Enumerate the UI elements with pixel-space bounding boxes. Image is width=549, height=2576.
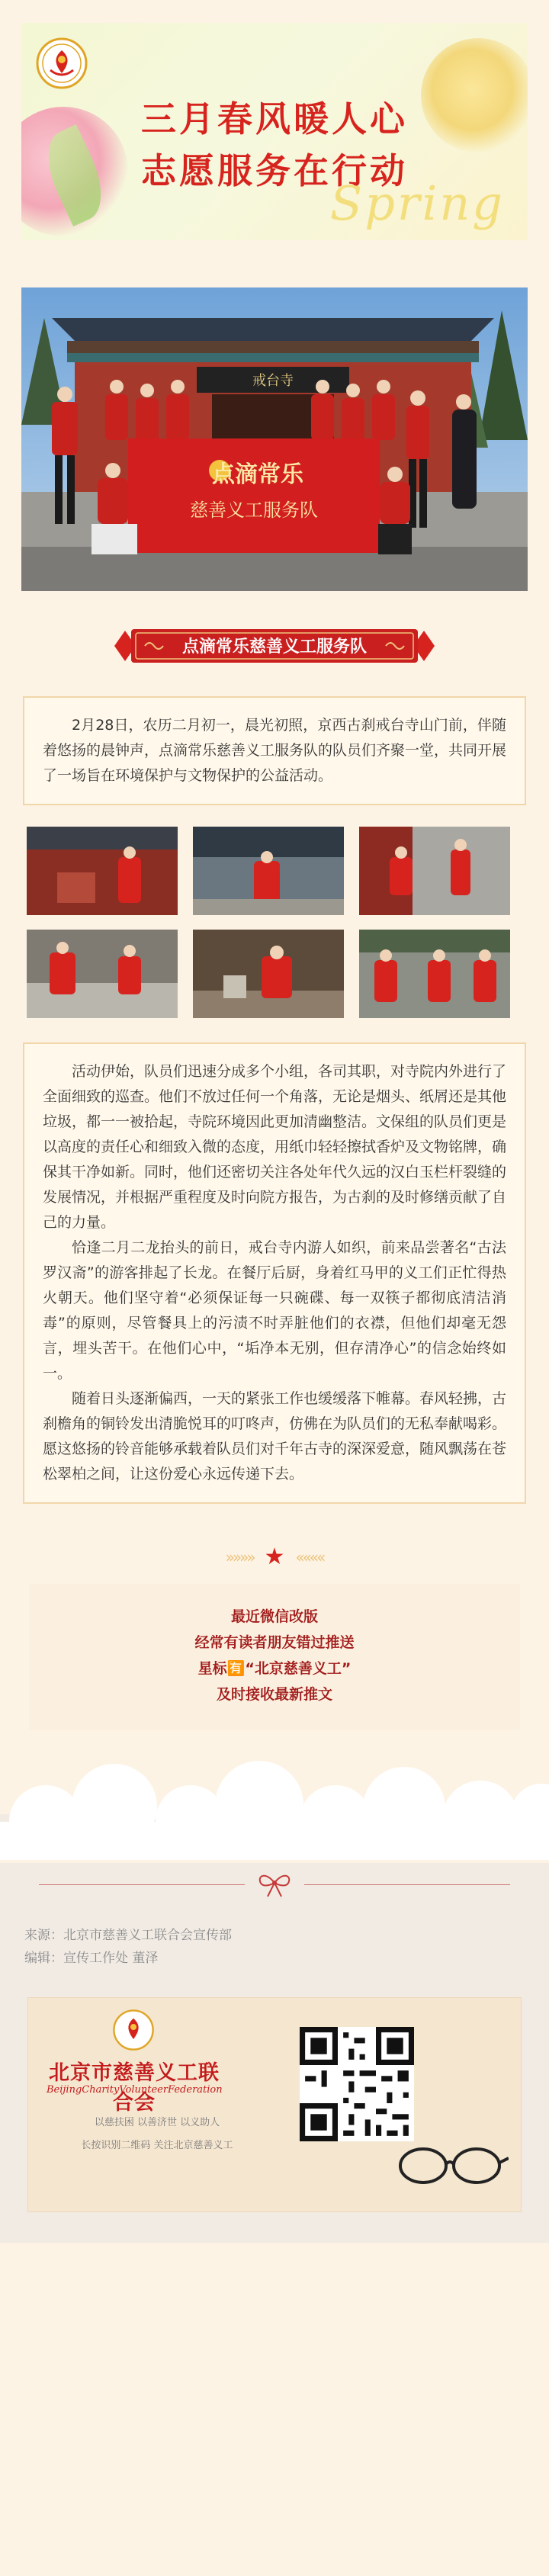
photo-tile	[359, 827, 510, 915]
org-slogan: 以慈扶困 以善济世 以义助人	[94, 2117, 220, 2128]
subscribe-line: 及时接收最新推文	[216, 1686, 332, 1703]
intro-box	[23, 696, 526, 805]
credit-source: 来源：北京市慈善义工联合会宣传部	[24, 1928, 232, 1943]
photo-tile	[193, 827, 344, 915]
banner-title-line2: 志愿服务在行动	[141, 150, 408, 191]
chevrons-icon: »»»»	[225, 1547, 254, 1566]
team-tag	[0, 626, 549, 666]
subscribe-box	[29, 1584, 520, 1730]
header-banner	[21, 23, 528, 240]
banner-decor-word: Spring	[329, 175, 505, 231]
org-logo-icon	[112, 2009, 155, 2051]
story-paragraph: 随着日头逐渐偏西，一天的紧张工作也缓缓落下帷幕。春风轻拂，古刹檐角的铜铃发出清脆悦耳的叮咚声，仿佛在为队员们的无私奉献喝彩。愿这悠扬的铃音能够承载着队员们对千年古寺的深深爱意，随风飘荡在苍松翠柏之间，让这份爱心永远传递下去。	[43, 1390, 507, 1482]
subscribe-line: 经常有读者朋友错过推送	[194, 1634, 355, 1651]
story-paragraph: 活动伊始，队员们迅速分成多个小组，各司其职，对寺院内外进行了全面细致的巡查。他们不放过任何一个角落，无论是烟头、纸屑还是其他垃圾，都一一被拾起，寺院环境因此更加清幽整洁。文保组的队员们更是以高度的责任心和细致入微的态度，用纸巾轻轻擦拭香炉及文物铭牌，确保其干净如新。同时，他们还密切关注各处年代久远的汉白玉栏杆裂缝的发展情况，并根据严重程度及时向院方报告，为古刹的及时修缮贡献了自己的力量。	[43, 1063, 507, 1231]
subscribe-line: 最近微信改版	[230, 1608, 318, 1625]
subscribe-line: 星标🈶“北京慈善义工”	[197, 1660, 352, 1677]
star-icon: ★	[264, 1543, 285, 1570]
photo-tile	[193, 930, 344, 1018]
bow-divider	[0, 1863, 549, 1898]
team-tag-label: 点滴常乐慈善义工服务队	[181, 638, 368, 657]
photo-tile	[27, 827, 178, 915]
cloud-decoration	[0, 1761, 549, 1860]
star-divider	[0, 1543, 549, 1570]
group-photo	[21, 287, 528, 591]
photo-grid	[27, 827, 522, 1018]
credits	[24, 1924, 525, 1970]
org-name-en: BeijingCharityVolunteerFederation	[47, 2084, 223, 2096]
org-logo-icon	[35, 37, 88, 90]
credit-editor: 编辑：宣传工作处 董泽	[24, 1951, 159, 1966]
org-card	[27, 1997, 522, 2212]
chevrons-icon: ««««	[295, 1547, 324, 1566]
flag-line2: 慈善义工服务队	[190, 499, 318, 521]
story-box	[23, 1042, 526, 1504]
photo-tile	[27, 930, 178, 1018]
photo-tile	[359, 930, 510, 1018]
flag-line1: 点滴常乐	[212, 461, 303, 488]
footer	[0, 1863, 549, 2243]
org-follow-hint: 长按识别二维码 关注北京慈善义工	[81, 2140, 233, 2151]
bow-icon	[257, 1871, 292, 1898]
qr-code[interactable]	[300, 2027, 414, 2141]
story-paragraph: 恰逢二月二龙抬头的前日，戒台寺内游人如织，前来品尝著名“古法罗汉斋”的游客排起了长龙。在餐厅后厨，身着红马甲的义工们正忙得热火朝天。他们坚守着“必须保证每一只碗碟、每一双筷子都彻底清洁消毒”的原则，尽管餐具上的污渍不时弄脏他们的衣襟，但他们却毫无怨言，埋头苦干。在他们心中，“垢净本无别，但存清净心”的信念始终如一。	[43, 1239, 506, 1382]
org-name: 北京市慈善义工联合会	[49, 2061, 220, 2115]
temple-plaque: 戒台寺	[252, 373, 294, 389]
glasses-icon	[394, 2135, 509, 2189]
intro-paragraph: 2月28日，农历二月初一，晨光初照，京西古刹戒台寺山门前，伴随着悠扬的晨钟声，点滴常乐慈善义工服务队的队员们齐聚一堂，共同开展了一场旨在环境保护与文物保护的公益活动。	[43, 717, 507, 784]
banner-title-line1: 三月春风暖人心	[141, 98, 408, 140]
